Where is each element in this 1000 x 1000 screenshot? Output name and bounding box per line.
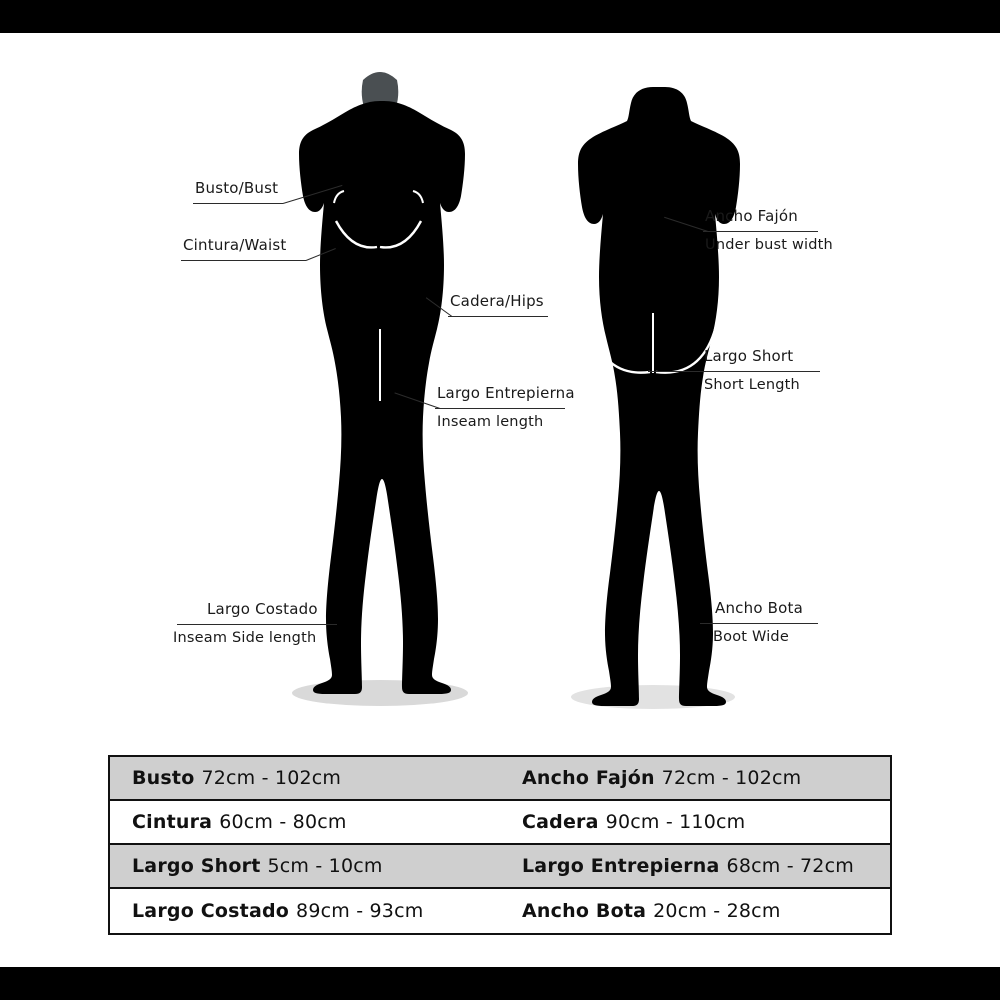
measure-key: Busto <box>132 767 195 789</box>
table-row <box>110 801 890 845</box>
table-row <box>110 757 890 801</box>
label-cadera-hips: Cadera/Hips <box>450 292 544 310</box>
measure-key: Largo Short <box>132 855 261 877</box>
table-cell-ancho-fajon <box>500 757 890 799</box>
table-cell-largo-costado <box>110 889 500 933</box>
table-cell-cadera <box>500 801 890 843</box>
table-cell-cintura <box>110 801 500 843</box>
measure-value: 72cm - 102cm <box>661 767 802 789</box>
measure-value: 68cm - 72cm <box>726 855 854 877</box>
label-ancho-bota: Ancho Bota <box>715 599 804 617</box>
leader-busto <box>193 203 283 204</box>
measure-key: Largo Costado <box>132 900 290 922</box>
leader-short-inner <box>648 371 704 372</box>
measure-value: 90cm - 110cm <box>605 811 746 833</box>
measure-value: 5cm - 10cm <box>267 855 383 877</box>
leader-fajon <box>703 231 818 232</box>
label-largo-entrepierna: Largo Entrepierna <box>437 384 575 402</box>
table-row <box>110 845 890 889</box>
measure-key: Ancho Bota <box>522 900 647 922</box>
label-boot-wide: Boot Wide <box>713 629 789 645</box>
label-under-bust-width: Under bust width <box>705 237 833 253</box>
leader-bota <box>700 623 818 624</box>
label-inseam-length: Inseam length <box>437 414 544 430</box>
table-cell-ancho-bota <box>500 889 890 933</box>
label-short-length: Short Length <box>704 377 800 393</box>
measure-value: 60cm - 80cm <box>219 811 347 833</box>
diagram-sheet <box>0 33 1000 967</box>
label-largo-short: Largo Short <box>704 347 794 365</box>
leader-cadera <box>448 316 548 317</box>
label-ancho-fajon: Ancho Fajón <box>705 207 798 225</box>
measure-value: 72cm - 102cm <box>201 767 342 789</box>
table-row <box>110 889 890 933</box>
leader-entrepierna <box>435 408 565 409</box>
table-cell-largo-entrepierna <box>500 845 890 887</box>
measure-value: 89cm - 93cm <box>296 900 424 922</box>
leader-short <box>702 371 820 372</box>
table-cell-largo-short <box>110 845 500 887</box>
measure-key: Largo Entrepierna <box>522 855 720 877</box>
measurements-table <box>108 755 892 935</box>
label-busto-bust: Busto/Bust <box>195 179 279 197</box>
label-largo-costado: Largo Costado <box>207 600 318 618</box>
measure-key: Ancho Fajón <box>522 767 655 789</box>
table-cell-busto <box>110 757 500 799</box>
measure-key: Cadera <box>522 811 599 833</box>
label-cintura-waist: Cintura/Waist <box>183 236 287 254</box>
label-inseam-side-length: Inseam Side length <box>173 630 317 646</box>
leader-costado <box>177 624 337 625</box>
measure-key: Cintura <box>132 811 213 833</box>
measure-value: 20cm - 28cm <box>653 900 781 922</box>
leader-cintura <box>181 260 306 261</box>
